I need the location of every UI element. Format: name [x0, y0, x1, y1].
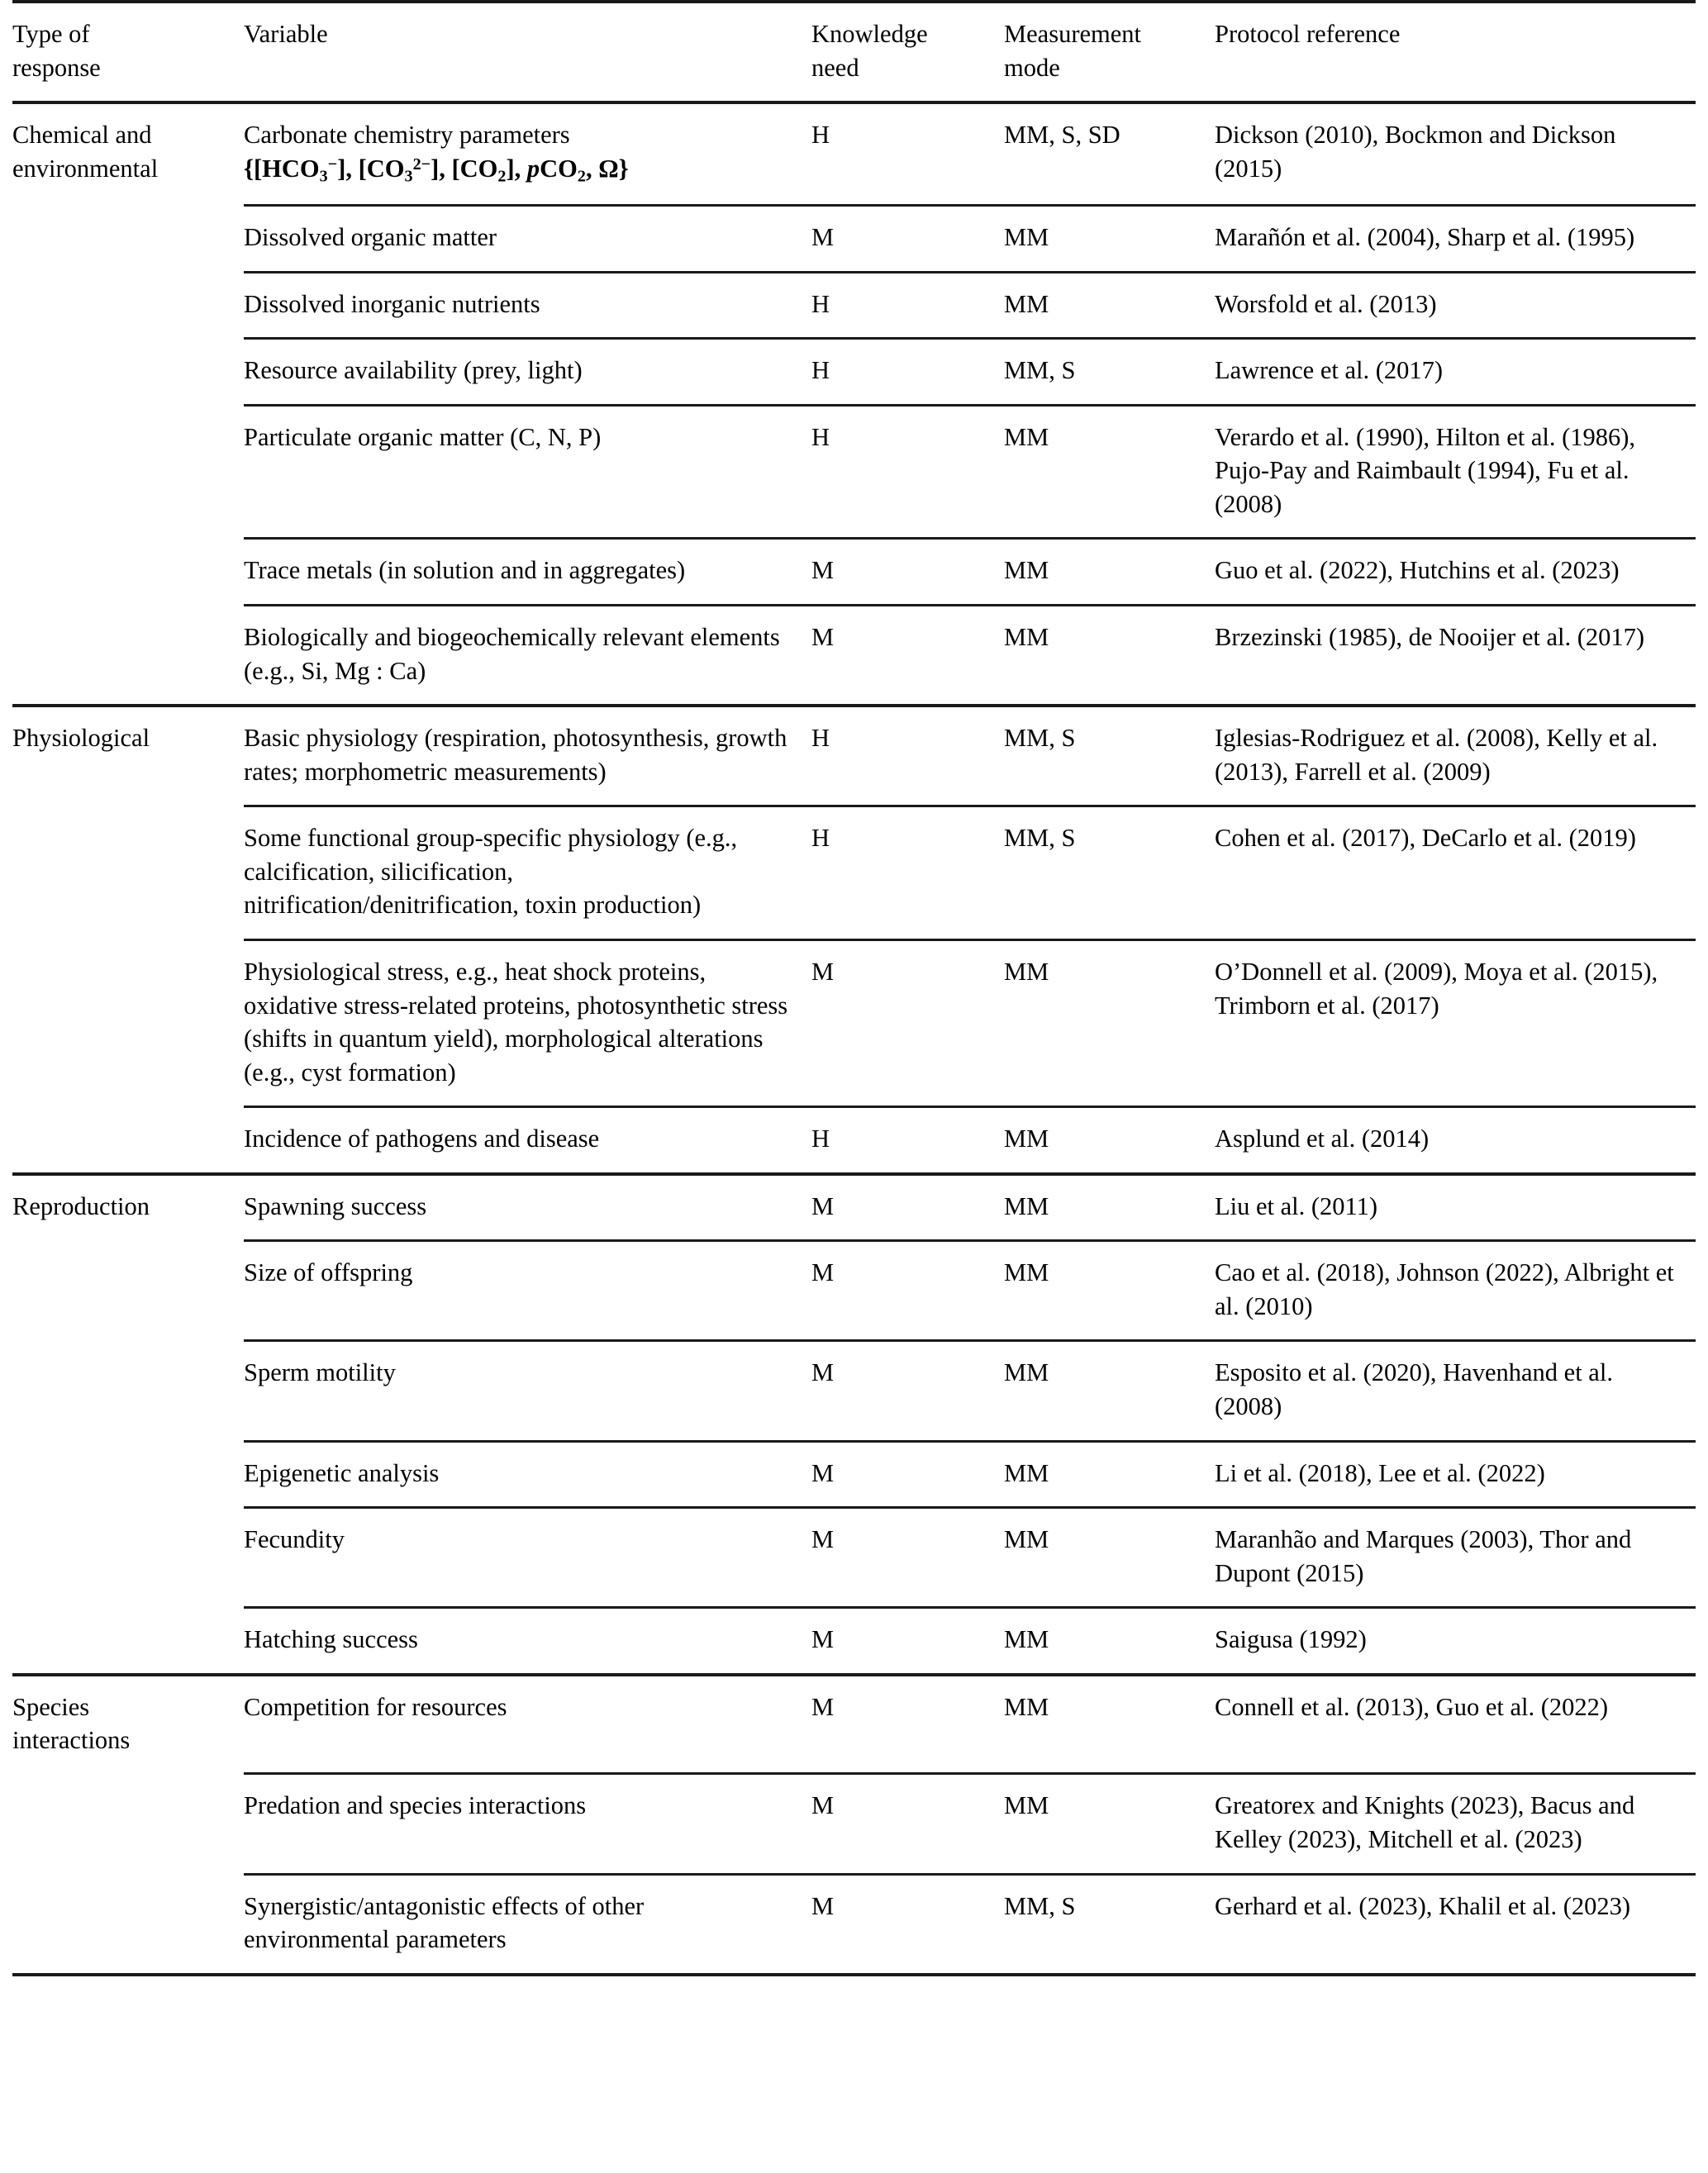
variable-cell	[244, 1341, 811, 1441]
measurement-mode-cell: MM	[1004, 606, 1215, 706]
table-row	[12, 1675, 1696, 1774]
response-type-spacer	[12, 405, 244, 539]
response-type-spacer	[12, 1608, 244, 1675]
response-type-spacer	[12, 206, 244, 273]
column-header-protocol-label: Protocol reference	[1215, 20, 1401, 48]
protocol-reference-cell: Marañón et al. (2004), Sharp et al. (1995)	[1215, 206, 1696, 273]
protocol-reference-cell: Guo et al. (2022), Hutchins et al. (2023)	[1215, 539, 1696, 606]
variable-cell	[244, 539, 811, 606]
knowledge-need-cell: M	[811, 1341, 1004, 1441]
variable-label: Spawning success	[244, 1191, 427, 1220]
knowledge-need-cell: H	[811, 339, 1004, 406]
bottom-rule	[12, 1975, 1696, 2007]
measurement-mode-cell: MM, S, SD	[1004, 121, 1120, 150]
measurement-mode-cell: MM, S	[1004, 339, 1215, 406]
column-header-variable	[244, 2, 811, 102]
bottom-rule-row	[12, 1975, 1696, 2007]
protocol-reference-cell: Greatorex and Knights (2023), Bacus and Kelley (2023), Mitchell et al. (2023)	[1215, 1774, 1696, 1874]
response-type-line2: environmental	[12, 154, 159, 183]
response-type-line1: Reproduction	[12, 1191, 150, 1220]
knowledge-need-cell: M	[811, 1241, 1004, 1341]
table-row	[12, 1608, 1696, 1675]
response-type-label	[12, 1675, 244, 1774]
column-header-variable-label: Variable	[244, 20, 328, 48]
measurement-mode-cell: MM	[1004, 405, 1215, 539]
response-type-spacer	[12, 606, 244, 706]
measurement-mode-cell: MM	[1004, 1608, 1215, 1675]
knowledge-need-cell: H	[811, 272, 1004, 339]
table-row	[12, 706, 1696, 806]
variable-cell	[244, 1107, 811, 1174]
response-type-line2: interactions	[12, 1726, 131, 1755]
knowledge-need-cell: M	[811, 539, 1004, 606]
response-type-label	[12, 102, 244, 205]
table-row	[12, 405, 1696, 539]
protocol-reference-cell: Liu et al. (2011)	[1215, 1174, 1696, 1241]
measurement-mode-cell: MM	[1004, 1241, 1215, 1341]
measurement-mode-cell: MM	[1004, 1508, 1215, 1608]
knowledge-need-cell: M	[811, 1874, 1004, 1975]
measurement-mode-cell: MM	[1004, 272, 1215, 339]
knowledge-need-cell: H	[811, 121, 830, 150]
variable-label: Basic physiology (respiration, photosynthesis, growth rates; morphometric measurements)	[244, 724, 787, 786]
variable-cell	[244, 706, 811, 806]
column-header-measurement-line2: mode	[1004, 53, 1060, 82]
column-header-type-of-response	[12, 2, 244, 102]
variable-label: Size of offspring	[244, 1258, 413, 1287]
knowledge-need-cell: M	[811, 1508, 1004, 1608]
response-type-spacer	[12, 339, 244, 406]
response-type-line1: Physiological	[12, 724, 150, 753]
variable-cell	[244, 405, 811, 539]
table-row	[12, 1441, 1696, 1508]
knowledge-need-cell: M	[811, 606, 1004, 706]
protocol-reference-cell: Cohen et al. (2017), DeCarlo et al. (2019)	[1215, 806, 1696, 940]
variable-cell	[244, 1608, 811, 1675]
protocol-reference-cell: Worsfold et al. (2013)	[1215, 272, 1696, 339]
header-row	[12, 2, 1696, 102]
response-type-spacer	[12, 806, 244, 940]
table-row	[12, 1107, 1696, 1174]
column-header-knowledge-line1: Knowledge	[811, 20, 928, 48]
variable-label: Synergistic/antagonistic effects of other environmental parameters	[244, 1891, 645, 1954]
table-row	[12, 806, 1696, 940]
knowledge-need-cell: H	[811, 806, 1004, 940]
table-row	[12, 1874, 1696, 1975]
protocol-reference-cell: O’Donnell et al. (2009), Moya et al. (2015), Trimborn et al. (2017)	[1215, 939, 1696, 1106]
knowledge-need-cell: M	[811, 1608, 1004, 1675]
protocol-reference-cell: Verardo et al. (1990), Hilton et al. (1986), Pujo-Pay and Raimbault (1994), Fu et al. (2008)	[1215, 405, 1696, 539]
measurement-mode-cell: MM, S	[1004, 1874, 1215, 1975]
table-footer	[12, 1975, 1696, 2007]
table-row	[12, 272, 1696, 339]
variable-label: Competition for resources	[244, 1692, 507, 1721]
variable-label: Fecundity	[244, 1525, 345, 1554]
response-type-spacer	[12, 939, 244, 1106]
column-header-measurement-line1: Measurement	[1004, 20, 1141, 48]
variable-label: Epigenetic analysis	[244, 1458, 440, 1487]
table-header	[12, 2, 1696, 102]
table-row	[12, 1508, 1696, 1608]
measurement-mode-cell: MM	[1004, 1774, 1215, 1874]
variable-cell	[244, 272, 811, 339]
variable-cell	[244, 1675, 811, 1774]
variable-cell	[244, 1241, 811, 1341]
table-row	[12, 1241, 1696, 1341]
measurement-mode-cell: MM	[1004, 1675, 1215, 1774]
measurement-mode-cell: MM	[1004, 939, 1215, 1106]
variable-label: Dissolved inorganic nutrients	[244, 289, 540, 318]
knowledge-need-cell: M	[811, 1441, 1004, 1508]
table-row	[12, 939, 1696, 1106]
variable-cell	[244, 1441, 811, 1508]
variable-cell	[244, 806, 811, 940]
measurement-mode-cell: MM	[1004, 206, 1215, 273]
response-type-spacer	[12, 272, 244, 339]
knowledge-need-cell: M	[811, 1174, 1004, 1241]
protocol-reference-cell: Esposito et al. (2020), Havenhand et al. (2008)	[1215, 1341, 1696, 1441]
variable-cell	[244, 339, 811, 406]
table-row	[12, 102, 1696, 205]
measurement-mode-cell: MM	[1004, 1341, 1215, 1441]
response-type-spacer	[12, 539, 244, 606]
variable-cell	[244, 939, 811, 1106]
knowledge-need-cell: M	[811, 206, 1004, 273]
carbonate-chemistry-formula: {$[HCO_3^-]$, $[CO_3^{2-}]$, $[CO_2]$, pCO$_2$, Ω}	[244, 154, 629, 186]
variable-label: Sperm motility	[244, 1358, 396, 1387]
table-row	[12, 339, 1696, 406]
variable-label: Incidence of pathogens and disease	[244, 1125, 600, 1153]
measurement-mode-cell: MM	[1004, 1107, 1215, 1174]
table-body	[12, 102, 1696, 1975]
variable-label: Trace metals (in solution and in aggregates)	[244, 556, 686, 585]
table-row	[12, 1774, 1696, 1874]
response-type-spacer	[12, 1508, 244, 1608]
variable-cell	[244, 606, 811, 706]
variable-cell	[244, 1874, 811, 1975]
table-row	[12, 539, 1696, 606]
knowledge-need-cell: M	[811, 1774, 1004, 1874]
variable-cell	[244, 102, 811, 205]
table-row	[12, 1341, 1696, 1441]
column-header-knowledge-line2: need	[811, 53, 859, 82]
variable-cell	[244, 1174, 811, 1241]
knowledge-need-cell: H	[811, 405, 1004, 539]
variable-label: Physiological stress, e.g., heat shock proteins, oxidative stress-related proteins, photosynthetic stress (shifts in quantum yield), morphological alterations (e.g., cyst formation)	[244, 957, 788, 1086]
measurement-mode-cell: MM, S	[1004, 806, 1215, 940]
measurement-mode-cell: MM	[1004, 1441, 1215, 1508]
table-row	[12, 606, 1696, 706]
column-header-knowledge-need	[811, 2, 1004, 102]
protocol-reference-cell: Connell et al. (2013), Guo et al. (2022)	[1215, 1675, 1696, 1774]
column-header-type-line1: Type of	[12, 20, 90, 48]
protocol-reference-cell: Saigusa (1992)	[1215, 1608, 1696, 1675]
knowledge-need-cell: H	[811, 1107, 1004, 1174]
variable-cell	[244, 206, 811, 273]
response-type-spacer	[12, 1774, 244, 1874]
response-variables-table	[12, 0, 1696, 2007]
table-row	[12, 206, 1696, 273]
response-type-spacer	[12, 1341, 244, 1441]
response-type-spacer	[12, 1874, 244, 1975]
knowledge-need-cell: H	[811, 706, 1004, 806]
variable-label: Biologically and biogeochemically relevant elements (e.g., Si, Mg : Ca)	[244, 623, 780, 685]
column-header-protocol-reference	[1215, 2, 1696, 102]
variable-cell	[244, 1508, 811, 1608]
knowledge-need-cell: M	[811, 939, 1004, 1106]
protocol-reference-cell: Li et al. (2018), Lee et al. (2022)	[1215, 1441, 1696, 1508]
response-type-spacer	[12, 1107, 244, 1174]
measurement-mode-cell: MM, S	[1004, 706, 1215, 806]
response-type-label	[12, 706, 244, 806]
variable-label: Some functional group-specific physiology (e.g., calcification, silicification, nitrification/denitrification, toxin production)	[244, 824, 738, 920]
variable-label: Carbonate chemistry parameters	[244, 121, 570, 150]
variable-label: Hatching success	[244, 1625, 418, 1654]
protocol-reference-cell: Cao et al. (2018), Johnson (2022), Albright et al. (2010)	[1215, 1241, 1696, 1341]
response-type-line1: Species	[12, 1692, 90, 1721]
variable-cell	[244, 1774, 811, 1874]
variable-label: Resource availability (prey, light)	[244, 356, 583, 385]
column-header-measurement-mode	[1004, 2, 1215, 102]
protocol-reference-cell: Asplund et al. (2014)	[1215, 1107, 1696, 1174]
response-type-spacer	[12, 1241, 244, 1341]
response-type-line1: Chemical and	[12, 121, 152, 150]
variable-label: Predation and species interactions	[244, 1791, 587, 1820]
variable-label: Dissolved organic matter	[244, 223, 497, 252]
protocol-reference-cell: Maranhão and Marques (2003), Thor and Dupont (2015)	[1215, 1508, 1696, 1608]
protocol-reference-cell: Iglesias-Rodriguez et al. (2008), Kelly et al. (2013), Farrell et al. (2009)	[1215, 706, 1696, 806]
protocol-reference-cell: Lawrence et al. (2017)	[1215, 339, 1696, 406]
protocol-reference-cell: Gerhard et al. (2023), Khalil et al. (2023)	[1215, 1874, 1696, 1975]
column-header-type-line2: response	[12, 53, 101, 82]
variable-label: Particulate organic matter (C, N, P)	[244, 422, 602, 451]
protocol-reference-cell: Brzezinski (1985), de Nooijer et al. (2017)	[1215, 606, 1696, 706]
measurement-mode-cell: MM	[1004, 1174, 1215, 1241]
table-row	[12, 1174, 1696, 1241]
protocol-reference-cell: Dickson (2010), Bockmon and Dickson (2015)	[1215, 121, 1616, 183]
response-type-label	[12, 1174, 244, 1241]
response-type-spacer	[12, 1441, 244, 1508]
measurement-mode-cell: MM	[1004, 539, 1215, 606]
knowledge-need-cell: M	[811, 1675, 1004, 1774]
